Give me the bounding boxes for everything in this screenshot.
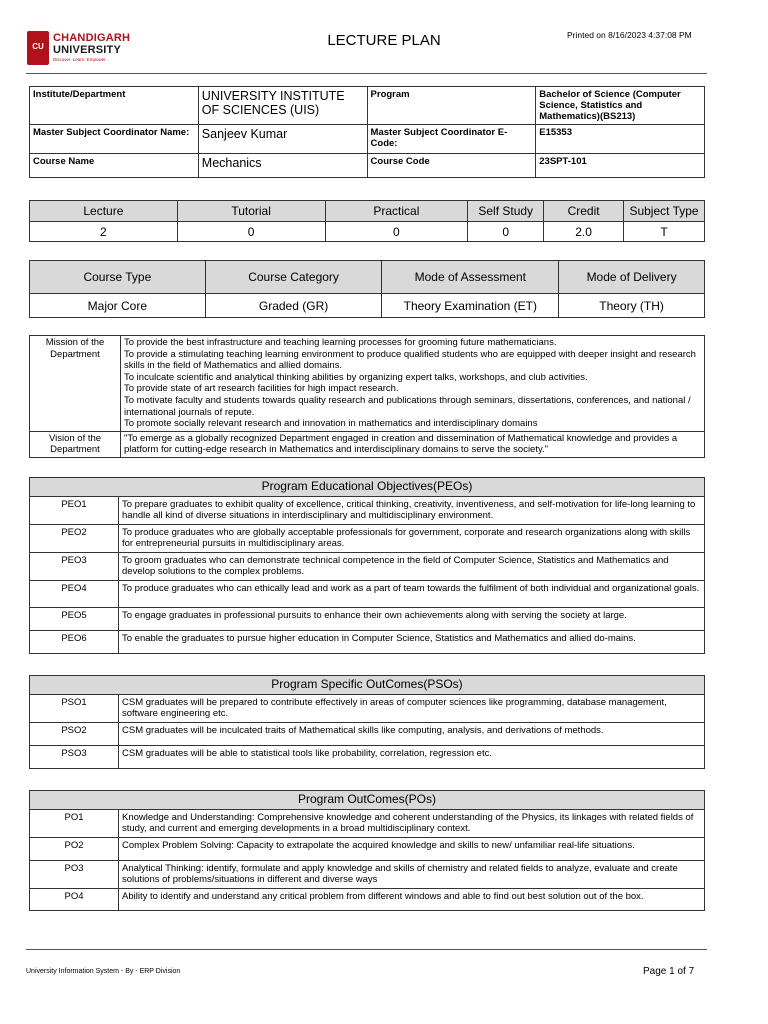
pso-text: CSM graduates will be prepared to contribute effectively in areas of computer sciences like programming, database management, software engineering etc.: [119, 694, 705, 722]
coordinator-value: Sanjeev Kumar: [198, 125, 367, 154]
course-type-value: Graded (GR): [205, 294, 382, 318]
table-row: [30, 524, 705, 552]
mission-line: To motivate faculty and students towards quality research and publications through seminars, dissertations, conferences, and national / international journals of repute.: [124, 394, 691, 418]
mission-line: To inculcate scientific and analytical thinking abilities by organizing expert talks, workshops, and club activities.: [124, 371, 588, 383]
course-type-header: Mode of Delivery: [559, 261, 705, 294]
printed-timestamp: Printed on 8/16/2023 4:37:08 PM: [567, 30, 692, 40]
course-type-value: Major Core: [30, 294, 206, 318]
course-type-header: Course Category: [205, 261, 382, 294]
credits-value: 2: [30, 222, 178, 242]
pso-text: CSM graduates will be able to statistical tools like probability, correlation, regression etc.: [119, 745, 705, 768]
pso-code: PSO3: [30, 745, 119, 768]
credits-header: Credit: [544, 201, 624, 222]
course-code-label: Course Code: [367, 154, 536, 178]
logo-line2: UNIVERSITY: [53, 44, 122, 56]
mission-line: To provide state of art research facilities for high impact research.: [124, 383, 399, 395]
peo-text: To produce graduates who can ethically lead and work as a part of team towards the fulfilment of both individual and organizational goals.: [119, 580, 705, 607]
credits-header: Tutorial: [177, 201, 325, 222]
po-code: PO1: [30, 809, 119, 837]
table-row: [30, 607, 705, 630]
course-type-value: Theory Examination (ET): [382, 294, 559, 318]
peo-code: PEO5: [30, 607, 119, 630]
table-row: [30, 888, 705, 910]
table-row: [30, 630, 705, 653]
peo-code: PEO2: [30, 524, 119, 552]
table-row: [30, 745, 705, 768]
vision-text: "To emerge as a globally recognized Department engaged in creation and dissemination of Mathematical knowledge and provides a platform for cutting-edge research in Mathematics and interdisciplinary domains to serve the society.": [121, 431, 705, 457]
mission-text: [121, 336, 705, 432]
peo-text: To prepare graduates to exhibit quality of excellence, critical thinking, creativity, inventiveness, and self-motivation for life-long learning to handle all kind of diverse situations in interdisciplinary and multidisciplinary environment.: [119, 496, 705, 524]
logo-tagline: Discover. Learn. Empower.: [53, 57, 107, 62]
po-text: Complex Problem Solving: Capacity to extrapolate the acquired knowledge and skills to new/ unfamiliar real-life situations.: [119, 837, 705, 860]
peo-code: PEO4: [30, 580, 119, 607]
credits-value: T: [624, 222, 705, 242]
po-text: Analytical Thinking: identify, formulate and apply knowledge and skills of chemistry and related fields to analyze, evaluate and create solutions of problems/situations in different and diverse ways: [119, 860, 705, 888]
pso-table: [29, 675, 705, 769]
vision-label: Vision of the Department: [30, 431, 121, 457]
table-row: [30, 809, 705, 837]
course-type-header: Course Type: [30, 261, 206, 294]
ecode-label: Master Subject Coordinator E-Code:: [367, 125, 536, 154]
dept-label: Institute/Department: [30, 87, 199, 125]
table-row: [30, 837, 705, 860]
coordinator-label: Master Subject Coordinator Name:: [30, 125, 199, 154]
credits-header: Subject Type: [624, 201, 705, 222]
table-row: [30, 552, 705, 580]
mission-line: To provide a stimulating teaching learning environment to produce qualified students who are equipped with deeper insight and research skills in the field of Mathematics and allied domains.: [124, 348, 696, 372]
po-title: Program OutComes(POs): [30, 791, 705, 810]
logo-badge: CU: [27, 31, 49, 65]
peo-code: PEO6: [30, 630, 119, 653]
table-row: [30, 580, 705, 607]
pso-code: PSO1: [30, 694, 119, 722]
course-code-value: 23SPT-101: [536, 154, 705, 178]
credits-value: 0: [325, 222, 468, 242]
course-name-label: Course Name: [30, 154, 199, 178]
po-code: PO2: [30, 837, 119, 860]
credits-value: 0: [177, 222, 325, 242]
credits-header: Practical: [325, 201, 468, 222]
logo-line1: CHANDIGARH: [53, 32, 131, 44]
credits-table: [29, 200, 705, 242]
table-row: [30, 694, 705, 722]
po-code: PO4: [30, 888, 119, 910]
mission-label: Mission of the Department: [30, 336, 121, 432]
pso-title: Program Specific OutComes(PSOs): [30, 676, 705, 695]
page-number: Page 1 of 7: [643, 966, 695, 977]
pso-code: PSO2: [30, 722, 119, 745]
peo-text: To groom graduates who can demonstrate technical competence in the field of Computer Science, Statistics and Mathematics and develop solutions to the complex problems.: [119, 552, 705, 580]
dept-value: UNIVERSITY INSTITUTE OF SCIENCES (UIS): [198, 87, 367, 125]
course-type-table: [29, 260, 705, 318]
table-row: [30, 722, 705, 745]
table-row: [30, 860, 705, 888]
page-title: LECTURE PLAN: [327, 32, 441, 49]
footer-divider: [26, 949, 707, 950]
course-type-header: Mode of Assessment: [382, 261, 559, 294]
ecode-value: E15353: [536, 125, 705, 154]
mission-line: To provide the best infrastructure and teaching learning processes for grooming future mathematicians.: [124, 337, 557, 348]
po-code: PO3: [30, 860, 119, 888]
pso-text: CSM graduates will be inculcated traits of Mathematical skills like computing, analysis, and derivations of methods.: [119, 722, 705, 745]
header-divider: [26, 73, 707, 74]
footer-system-name: University Information System - By - ERP Division: [26, 968, 181, 975]
peo-text: To engage graduates in professional pursuits to enhance their own achievements along with serving the society at large.: [119, 607, 705, 630]
mission-line: To promote socially relevant research and innovation in mathematics and interdisciplinary domains: [124, 418, 538, 430]
mission-vision-table: [29, 335, 705, 458]
po-table: [29, 790, 705, 911]
credits-value: 0: [468, 222, 544, 242]
program-value: Bachelor of Science (Computer Science, Statistics and Mathematics)(BS213): [536, 87, 705, 125]
course-type-value: Theory (TH): [559, 294, 705, 318]
peo-title: Program Educational Objectives(PEOs): [30, 478, 705, 497]
table-row: [30, 496, 705, 524]
credits-value: 2.0: [544, 222, 624, 242]
credits-header: Lecture: [30, 201, 178, 222]
peo-table: [29, 477, 705, 654]
credits-header: Self Study: [468, 201, 544, 222]
course-name-value: Mechanics: [198, 154, 367, 178]
peo-text: To produce graduates who are globally acceptable professionals for government, corporate and research organizations along with skills for entrepreneurial pursuits in multidisciplinary areas.: [119, 524, 705, 552]
course-info-table: [29, 86, 705, 178]
program-label: Program: [367, 87, 536, 125]
po-text: Knowledge and Understanding: Comprehensive knowledge and coherent understanding of the Physics, its linkages with related fields of study, and current and emerging developments in a broad multidisciplinary context.: [119, 809, 705, 837]
po-text: Ability to identify and understand any critical problem from different windows and able to find out best solution out of the box.: [119, 888, 705, 910]
peo-code: PEO3: [30, 552, 119, 580]
peo-text: To enable the graduates to pursue higher education in Computer Science, Statistics and Mathematics and allied do-mains.: [119, 630, 705, 653]
peo-code: PEO1: [30, 496, 119, 524]
